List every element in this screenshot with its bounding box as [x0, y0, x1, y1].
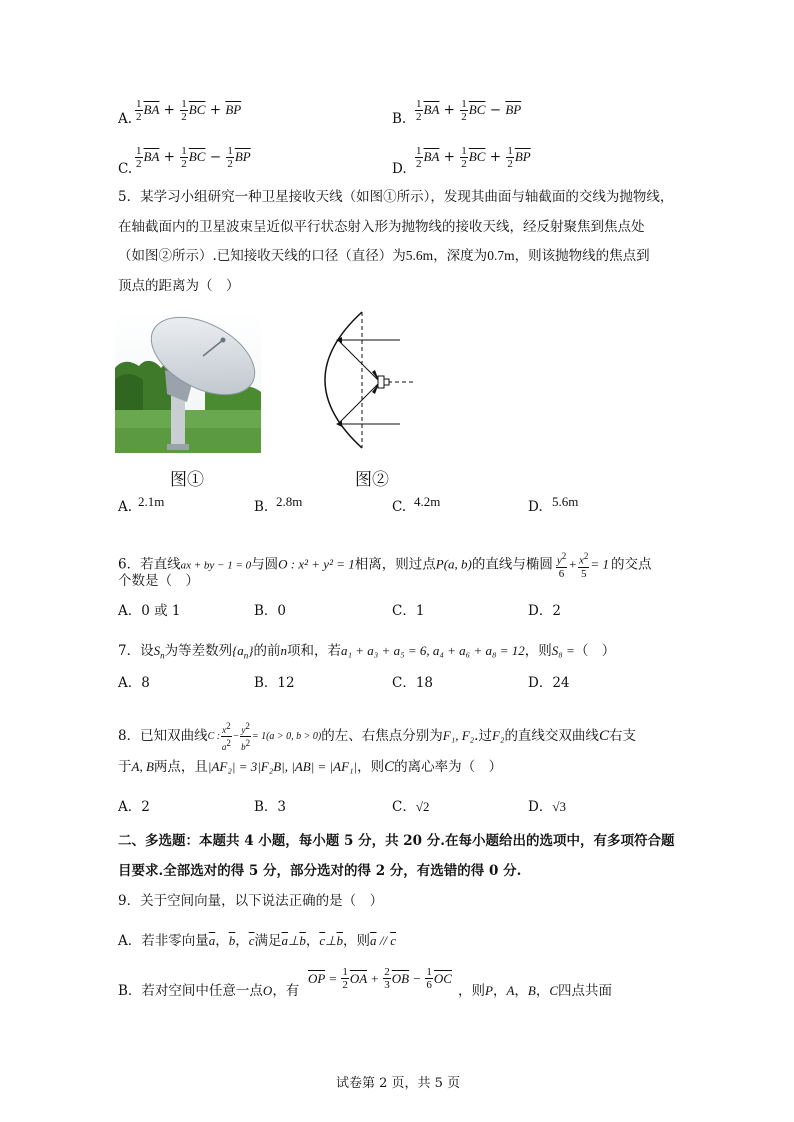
q8-line2-text-c: ，则: [357, 759, 385, 775]
q9-option-b-tail: ，则P，A，B，C四点共面: [458, 983, 613, 999]
q6-point: P(a, b): [435, 556, 472, 572]
q5-option-c-value: 4.2m: [414, 494, 441, 509]
q5-option-b: B.: [254, 499, 269, 515]
q5-diameter: 5.6m: [405, 248, 434, 263]
q4-option-b: [392, 98, 522, 128]
q5-option-c: C.: [392, 499, 407, 515]
q9-b-point-o: O: [262, 983, 273, 998]
q6-option-c: C．1: [392, 603, 425, 619]
section2-line2: 目要求.全部选对的得 5 分，部分选对的得 2 分，有选错的得 0 分.: [118, 863, 522, 879]
q5-line3-text-a: （如图②所示）.已知接收天线的口径（直径）为: [118, 248, 406, 264]
q8-text-e: 右支: [608, 728, 636, 744]
q8-condition: |AF₂| = 3|F₂B|, |AB| = |AF₁|: [207, 759, 358, 774]
q8-line2-text-d: 的离心率为（ ）: [394, 759, 503, 775]
q7-s8: S₈ =: [551, 643, 575, 658]
q9-a-text-c: ，则: [342, 933, 370, 949]
q6-line-equation: ax + by − 1 = 0: [180, 559, 252, 572]
q6-ellipse-equation: $\frac{y^2}{6}$ + $\frac{x^2}{5}$ = 1: [556, 551, 609, 580]
q5-line1: 5．某学习小组研究一种卫星接收天线（如图①所示），发现其曲面与轴截面的交线为抛物线，: [118, 189, 674, 205]
q4-option-a-expr: $\frac{1}{2}$ $\overline{BA}$ + $\frac{1}{2}$ $\overline{BC} + \overline{BP}$: [136, 98, 242, 123]
q6-text-d: 的直线与椭圆: [471, 556, 553, 573]
q9-option-b: [118, 982, 299, 1000]
reflected-ray-top: [338, 340, 378, 380]
satellite-dish-image: [115, 310, 261, 453]
q8-text-d: 的直线交双曲线: [504, 728, 599, 744]
q8-line2: [118, 758, 502, 776]
q6-option-d: D．2: [528, 603, 561, 619]
q4-option-c: [118, 145, 251, 178]
q8-text-b: 的左、右焦点分别为: [321, 728, 443, 744]
q6-option-b: B．0: [254, 603, 287, 619]
q8-option-d: D．√3: [528, 799, 566, 815]
q8-option-b: B．3: [254, 799, 287, 815]
q7-text-a: 7．设: [118, 643, 154, 659]
q8-f2: F₂: [491, 728, 505, 743]
q4-option-a-label: A.: [118, 111, 133, 127]
q4-option-d-label: D.: [392, 161, 407, 177]
q9-a-text-b: 满足: [254, 933, 282, 949]
q8-points-ab: A, B: [131, 759, 154, 774]
q9-stem: 9．关于空间向量，以下说法正确的是（ ）: [118, 893, 384, 909]
q9-b-text-d: 四点共面: [558, 983, 613, 999]
q9-b-vector-equation: $\overline{OP}$ = $\frac{1}{2}$ $\overline{OA}$ + $\frac{2}{3}$ $\overline{OB}$ − $\frac{1}{6}$ $\overline{OC}$: [308, 966, 452, 991]
q5-line3-text-c: ，深度为: [433, 248, 488, 264]
q7-option-b: B．12: [254, 675, 295, 691]
q8-text-c: .过: [474, 728, 492, 744]
q7-text-f: （ ）: [574, 643, 616, 659]
q9-b-text-c: ，则: [458, 983, 485, 999]
q6-text-c: 相离，则过点: [354, 556, 436, 573]
q7-option-c: C．18: [392, 675, 434, 691]
q5-option-d: D.: [528, 499, 543, 515]
section2-line1: 二、多选题：本题共 4 小题，每小题 5 分，共 20 分.在每小题给出的选项中，有多项符合题: [118, 833, 675, 849]
q7-text-e: ，则: [524, 643, 552, 659]
q4-option-b-expr: $\frac{1}{2}$ $\overline{BA}$ + $\frac{1}{2}$ $\overline{BC} - \overline{BP}$: [416, 98, 522, 123]
q7-text-b: 为等差数列: [164, 643, 233, 659]
q5-option-b-value: 2.8m: [276, 494, 303, 509]
q9-option-a: A．若非零向量$\overline{a}$，$\overline{b}$，$\overline{c}$满足$\overline{a}\perp\overline{b}$，$\overline{c}\perp\overline{b}$，则$\overline{a} // \overline{c}$: [118, 933, 396, 949]
page-footer: 试卷第 2 页，共 5 页: [336, 1076, 461, 1091]
receiver-icon: [378, 376, 384, 388]
q8-line2-text-b: 两点，且: [153, 759, 208, 775]
q5-line3-text-e: ，则该抛物线的焦点到: [514, 248, 650, 264]
q6-text-a: 6．若直线: [118, 556, 181, 573]
q6-line2: 个数是（ ）: [118, 573, 199, 589]
q8-curve-c-2: C: [384, 759, 395, 775]
q5-line2: 在轴截面内的卫星波束呈近似平行状态射入形为抛物线的接收天线，经反射聚焦到焦点处: [118, 219, 645, 235]
q5-line3: [118, 247, 650, 265]
q4-option-d: [392, 145, 531, 178]
q4-option-b-label: B.: [392, 111, 407, 127]
q7-line1: 7．设$S_n$为等差数列$\{a_n\}$的前n项和，若a₁ + a₃ + a₅ = 6, a₄ + a₆ + a₈ = 12，则S₈ =（ ）: [118, 643, 616, 661]
q9-b-text-b: ，有: [272, 983, 300, 999]
q7-text-c: 的前: [253, 643, 281, 659]
q6-option-a: A．0 或 1: [118, 603, 181, 619]
satellite-dish-photo: [115, 310, 261, 453]
q5-option-a-value: 2.1m: [138, 494, 165, 509]
q6-text-b: 与圆: [251, 556, 279, 573]
q5-depth: 0.7m: [487, 248, 515, 263]
q8-curve-c: C: [598, 728, 609, 744]
parabola-diagram: [316, 310, 416, 450]
parabola-reflection-figure: [316, 310, 416, 450]
fig1-caption: 图①: [170, 470, 204, 490]
q8-foci: F₁, F₂: [442, 728, 475, 743]
q5-option-a: A.: [118, 499, 133, 515]
q7-option-d: D．24: [528, 675, 570, 691]
fig2-caption: 图②: [355, 470, 389, 490]
q7-condition: a₁ + a₃ + a₅ = 6, a₄ + a₆ + a₈ = 12: [341, 643, 525, 658]
q8-option-c: C．√2: [392, 799, 430, 815]
reflected-ray-bottom: [338, 384, 378, 424]
q6-text-e: 的交点: [610, 556, 652, 573]
q8-hyperbola-equation: C : $\frac{x^2}{a^2}$ − $\frac{y^2}{b^2}$ = 1(a > 0, b > 0): [207, 721, 322, 752]
q8-text-a: 8．已知双曲线: [118, 728, 208, 744]
q9-b-text-a: B．若对空间中任意一点: [118, 983, 263, 999]
q4-option-c-expr: $\frac{1}{2}$ $\overline{BA}$ + $\frac{1}{2}$ $\overline{BC}$ − $\frac{1}{2}$ $\overline{BP}$: [136, 145, 251, 170]
q9-a-text-a: A．若非零向量: [118, 933, 209, 949]
q5-line4: 顶点的距离为（ ）: [118, 278, 240, 294]
q4-option-d-expr: $\frac{1}{2}$ $\overline{BA}$ + $\frac{1}{2}$ $\overline{BC}$ + $\frac{1}{2}$ $\overline{BP}$: [416, 145, 531, 170]
q8-option-a: A．2: [118, 799, 150, 815]
q8-line2-text-a: 于: [118, 759, 132, 775]
q5-option-d-value: 5.6m: [552, 494, 579, 509]
q4-option-a: [118, 98, 242, 128]
q8-line1: [118, 720, 636, 753]
parabola-curve: [325, 312, 362, 448]
q7-n: n: [280, 643, 287, 658]
q4-option-c-label: C.: [118, 161, 133, 177]
q7-text-d: 项和，若: [287, 643, 341, 659]
q7-option-a: A．8: [118, 675, 150, 691]
q6-circle-equation: O : x² + y² = 1: [278, 556, 355, 572]
